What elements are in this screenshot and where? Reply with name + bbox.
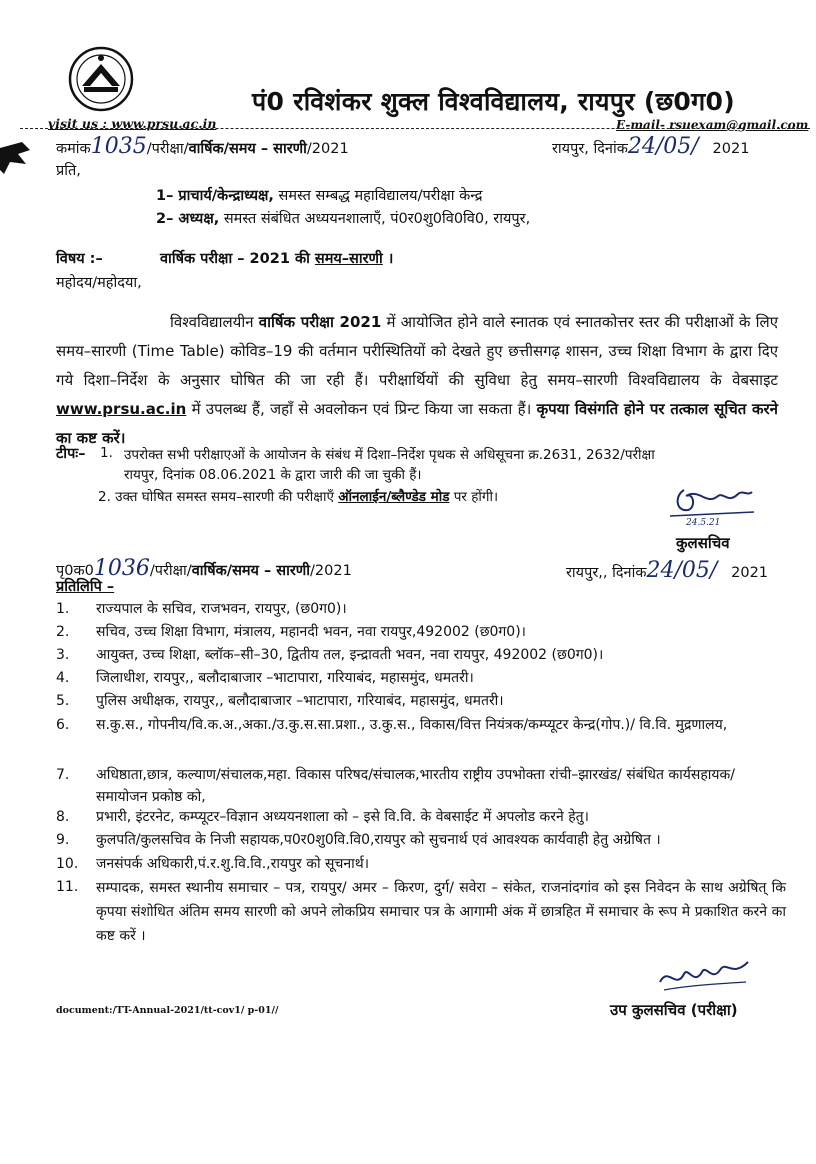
body-paragraph (56, 308, 778, 453)
subject-label: विषय :– (56, 251, 103, 267)
website-link[interactable]: visit us : www.prsu.ac.in (48, 116, 217, 131)
copy-item-text: अधिष्ठाता,छात्र, कल्याण/संचालक,महा. विकास परिषद/संचालक,भारतीय राष्ट्रीय उपभोक्ता रांची–झारखंड/ संबंधित कार्यसहायक/समायोजन प्रकोष्ठ को, (96, 767, 735, 805)
note-2-end: पर होंगी। (449, 489, 499, 505)
scan-mark-icon (0, 140, 34, 180)
ref-number-handwritten: 1035 (90, 134, 147, 159)
letter1-date-line (552, 134, 749, 159)
university-logo-icon (68, 46, 134, 112)
copy-item-number: 6. (56, 717, 70, 733)
prati-label: प्रति, (56, 163, 81, 179)
letter2-date-line (566, 558, 768, 583)
copy-item-number: 7. (56, 767, 70, 783)
ref2-year: /2021 (310, 563, 352, 579)
document-footer: document:/TT-Annual-2021/tt-cov1/ p-01// (56, 1005, 279, 1016)
copy-item-text: जनसंपर्क अधिकारी,पं.र.शु.वि.वि.,रायपुर को सूचनार्थ। (96, 856, 370, 872)
ref-year: /2021 (306, 141, 349, 157)
body-bold-2: कृपया विसंगति होने पर तत्काल सूचित करने का कष्ट करें। (56, 400, 779, 447)
ref2-number-handwritten: 1036 (93, 556, 150, 581)
subject-text: वार्षिक परीक्षा – 2021 की (160, 251, 310, 267)
copy-item-number: 8. (56, 809, 70, 825)
subject-underlined: समय–सारणी (314, 251, 383, 267)
letter1-ref-line (56, 134, 349, 159)
subject-line (160, 248, 393, 268)
ref-suffix: /परीक्षा/ (146, 141, 189, 157)
body-text-1: विश्वविद्यालयीन (170, 313, 259, 331)
body-text-2: में आयोजित होने वाले स्नातक एवं स्नातकोत्तर स्तर की परीक्षाओं के लिए समय–सारणी (Time Table) कोविड–19 की वर्तमान परीस्थितियों को देखते हुए छत्तीसगढ़ शासन, उच्च शिक्षा विभाग के द्वारा दिए गये दिशा–निर्देश के अनुसार घोषित की जा रही हैं। परीक्षार्थियों की सुविधा हेतु समय–सारणी विश्वविद्यालय के वेबसाइट (56, 313, 778, 389)
copy-item-number: 1. (56, 601, 70, 617)
copy-item-text: सचिव, उच्च शिक्षा विभाग, मंत्रालय, महानदी भवन, नवा रायपुर,492002 (छ0ग0)। (96, 624, 526, 640)
ref2-bold: वार्षिक/समय – सारणी (191, 563, 311, 579)
ref2-suffix: /परीक्षा/ (149, 563, 192, 579)
copy-item-number: 3. (56, 647, 70, 663)
date-handwritten: 24/05/ (627, 134, 699, 159)
deputy-registrar-signature-icon (654, 956, 754, 996)
copy-item-text: कुलपति/कुलसचिव के निजी सहायक,प0र0शु0वि.वि0,रायपुर को सुचनार्थ एवं आवश्यक कार्यवाही हेतु अग्रेषित । (96, 832, 661, 848)
copy-item-number: 9. (56, 832, 70, 848)
deputy-registrar-title: उप कुलसचिव (परीक्षा) (610, 1001, 738, 1019)
email-link[interactable]: E-mail- rsuexam@gmail.com (616, 118, 809, 132)
header-divider (20, 128, 810, 129)
registrar-signature-icon (666, 482, 756, 522)
date2-place: रायपुर,, दिनांक (566, 565, 647, 581)
ref-bold: वार्षिक/समय – सारणी (188, 141, 307, 157)
note-1-line-b: रायपुर, दिनांक 08.06.2021 के द्वारा जारी की जा चुकी हैं। (124, 467, 422, 483)
ref2-prefix: पृ0क0 (56, 563, 94, 579)
copy-item-number: 11. (56, 879, 79, 895)
copy-item-text: स.कु.स., गोपनीय/वि.क.अ.,अका./उ.कु.स.सा.प्रशा., उ.कु.स., विकास/वित्त नियंत्रक/कम्प्यूटर केन्द्र(गोप.)/ वि.वि. मुद्रणालय, (96, 717, 728, 733)
copy-item-number: 10. (56, 856, 79, 872)
recipient-2-bold: 2– अध्यक्ष, (156, 211, 220, 227)
recipient-2 (156, 208, 530, 228)
note-2 (98, 487, 498, 505)
recipient-1-bold: 1– प्राचार्य/केन्द्राध्यक्ष, (156, 188, 274, 204)
university-title: पं0 रविशंकर शुक्ल विश्वविद्यालय, रायपुर (छ0ग0) (252, 87, 735, 116)
note-label: टीपः– (56, 446, 86, 462)
copy-item-text: राज्यपाल के सचिव, राजभवन, रायपुर, (छ0ग0)। (96, 601, 347, 617)
copy-item-text: जिलाधीश, रायपुर,, बलौदाबाजार –भाटापारा, गरियाबंद, महासमुंद, धमतरी। (96, 670, 474, 686)
copy-item-text: सम्पादक, समस्त स्थानीय समाचार – पत्र, रायपुर/ अमर – किरण, दुर्ग/ सवेरा – संकेत, राजनांदगांव को इस निवेदन के साथ अग्रेषित् कि कृपया संशोधित अंतिम समय सारणी को अपने लोकप्रिय समाचार पत्र के आगामी अंक में छात्रहित में समाचार के रूप मे प्रकाशित करने का कष्ट करें । (96, 880, 786, 944)
copy-item-text: प्रभारी, इंटरनेट, कम्प्यूटर–विज्ञान अध्ययनशाला को – इसे वि.वि. के वेबसाईट में अपलोड करने हेतु। (96, 809, 589, 825)
date2-year: 2021 (731, 565, 769, 581)
note-1-line-a: उपरोक्त सभी परीक्षाएओं के आयोजन के संबंध में दिशा–निर्देश पृथक से अधिसूचना क्र.2631, 2632/परीक्षा (124, 447, 655, 463)
copy-item-text: पुलिस अधीक्षक, रायपुर,, बलौदाबाजार –भाटापारा, गरियाबंद, महासमुंद, धमतरी। (96, 693, 504, 709)
copy-item-number: 5. (56, 693, 70, 709)
date-year: 2021 (712, 141, 750, 157)
copy-item-number: 4. (56, 670, 70, 686)
note-2-bold: ऑनलाईन/ब्लैण्डेड मोड (338, 489, 450, 505)
ref-prefix: कमांक (56, 141, 91, 157)
date-place: रायपुर, दिनांक (552, 141, 628, 157)
recipient-2-rest: समस्त संबंधित अध्ययनशालाएँ, पं0र0शु0वि0वि0, रायपुर, (219, 211, 531, 227)
body-bold-1: वार्षिक परीक्षा 2021 (258, 313, 382, 331)
body-text-3: में उपलब्ध हैं, जहाँ से अवलोकन एवं प्रिन्ट किया जा सकता हैं। (186, 400, 537, 418)
note-1-number: 1. (100, 445, 113, 461)
copy-item-number: 2. (56, 624, 70, 640)
recipient-1-rest: समस्त सम्बद्ध महाविद्यालय/परीक्षा केन्द्र (273, 188, 483, 204)
note-2-text: 2. उक्त घोषित समस्त समय–सारणी की परीक्षाएँ (98, 489, 339, 505)
subject-end: । (382, 251, 394, 267)
date2-handwritten: 24/05/ (646, 558, 718, 583)
salutation: महोदय/महोदया, (56, 275, 142, 291)
body-website-link[interactable]: www.prsu.ac.in (56, 400, 187, 418)
copy-label: प्रतिलिपि – (56, 579, 115, 595)
registrar-title: कुलसचिव (676, 534, 730, 552)
signature-date: 24.5.21 (686, 518, 721, 528)
copy-item-text: आयुक्त, उच्च शिक्षा, ब्लॉक–सी–30, द्वितीय तल, इन्द्रावती भवन, नवा रायपुर, 492002 (छ0ग0)। (96, 647, 604, 663)
recipient-1 (156, 185, 482, 205)
